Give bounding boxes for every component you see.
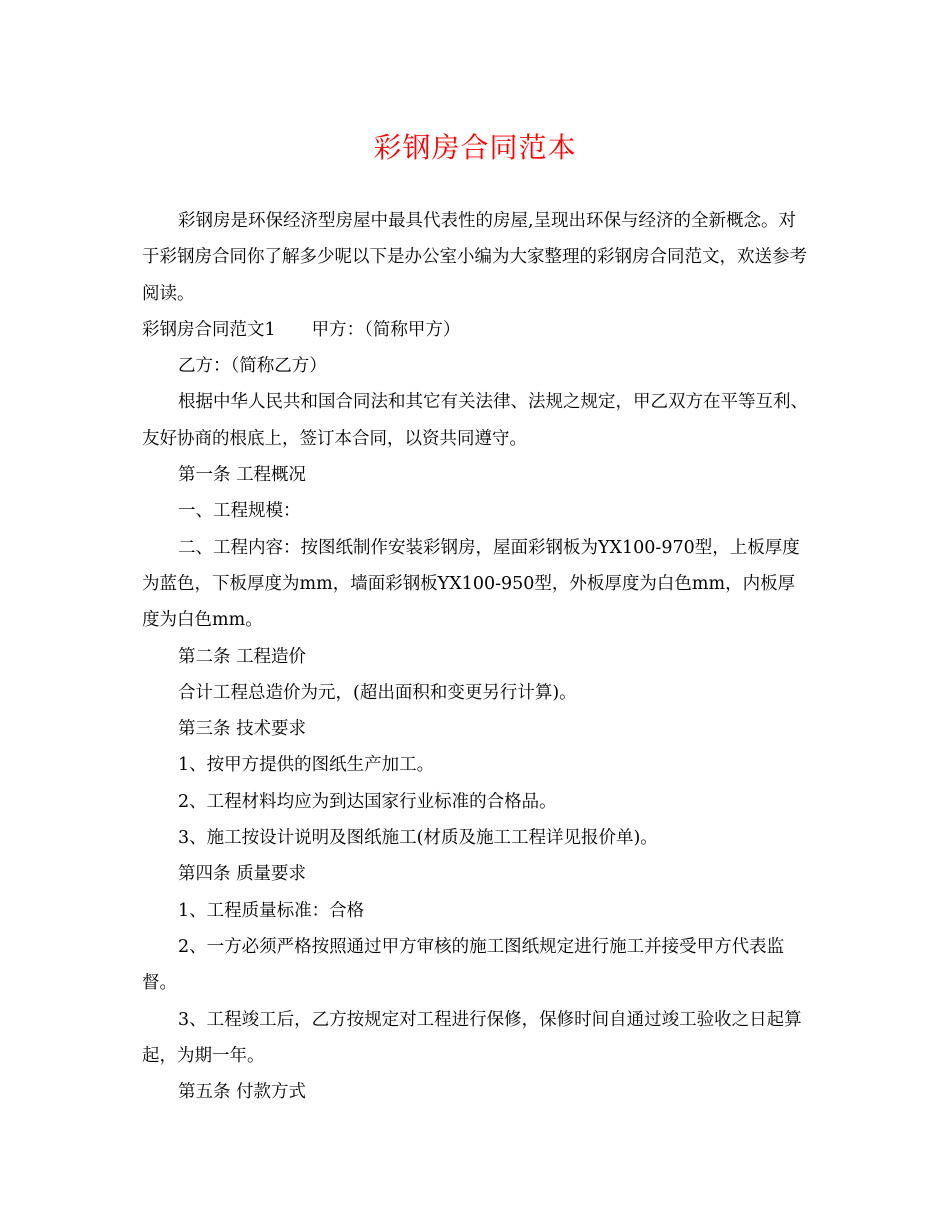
article-1-item-2: 二、工程内容：按图纸制作安装彩钢房，屋面彩钢板为YX100-970型，上板厚度为蓝色，下板厚度为mm，墙面彩钢板YX100-950型，外板厚度为白色mm，内板厚度为白色mm。 [142, 537, 800, 631]
article-3-item-2: 2、工程材料均应为到达国家行业标准的合格品。 [178, 791, 557, 812]
article-1-heading: 第一条 工程概况 [178, 465, 307, 486]
article-5-heading: 第五条 付款方式 [178, 1082, 307, 1103]
preamble-paragraph: 根据中华人民共和国合同法和其它有关法律、法规之规定，甲乙双方在平等互利、友好协商的根底上，签订本合同，以资共同遵守。 [142, 392, 808, 449]
article-4-item-1: 1、工程质量标准：合格 [178, 900, 365, 921]
article-3-item-3: 3、施工按设计说明及图纸施工(材质及施工工程详见报价单)。 [178, 828, 658, 849]
article-2-text: 合计工程总造价为元，(超出面积和变更另行计算)。 [178, 682, 577, 703]
article-3-heading: 第三条 技术要求 [178, 719, 307, 740]
article-4-item-2: 2、一方必须严格按照通过甲方审核的施工图纸规定进行施工并接受甲方代表监督。 [142, 936, 785, 994]
party-a: 甲方：（简称甲方） [311, 319, 461, 340]
party-b: 乙方：（简称乙方） [178, 356, 327, 377]
article-4-heading: 第四条 质量要求 [178, 864, 307, 885]
sample-line [142, 312, 810, 348]
intro-paragraph: 彩钢房是环保经济型房屋中最具代表性的房屋,呈现出环保与经济的全新概念。对于彩钢房合同你了解多少呢以下是办公室小编为大家整理的彩钢房合同范文，欢送参考阅读。 [142, 211, 807, 304]
sample-label: 彩钢房合同范文1 [142, 319, 276, 340]
article-1-item-1: 一、工程规模： [178, 501, 301, 522]
article-2-heading: 第二条 工程造价 [178, 646, 307, 667]
document-body [142, 203, 810, 1110]
article-3-item-1: 1、按甲方提供的图纸生产加工。 [178, 755, 435, 776]
document-title: 彩钢房合同范本 [373, 131, 577, 164]
article-4-item-3: 3、工程竣工后，乙方按规定对工程进行保修，保修时间自通过竣工验收之日起算起，为期一年。 [142, 1009, 802, 1066]
